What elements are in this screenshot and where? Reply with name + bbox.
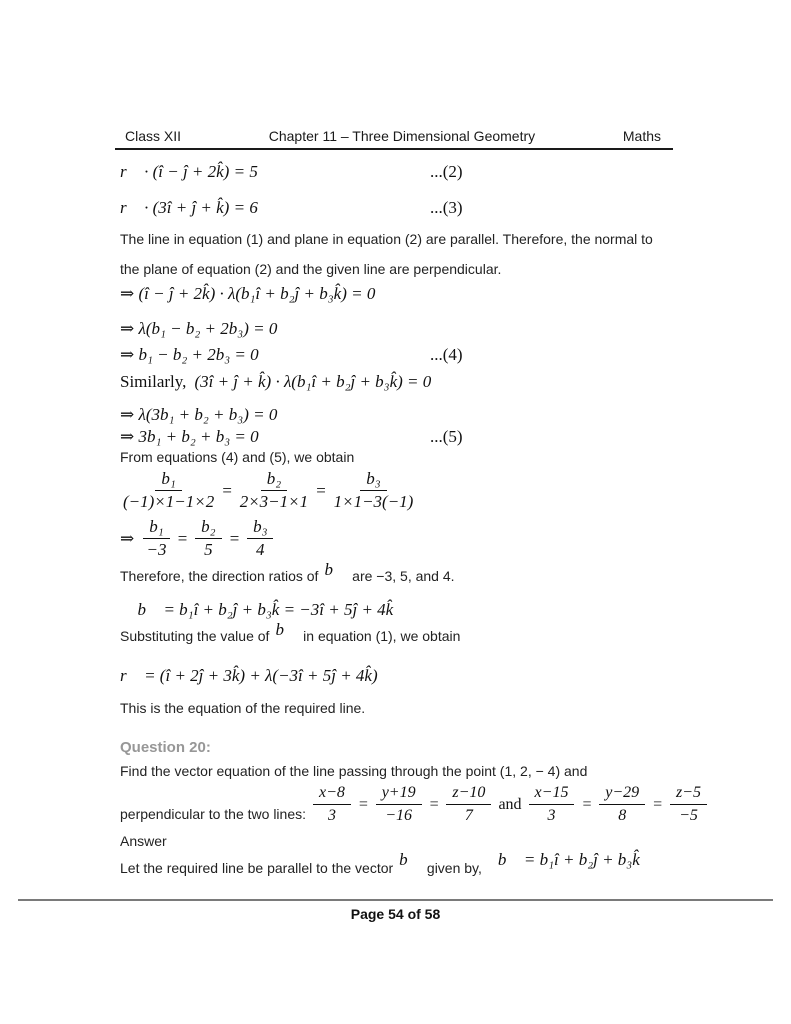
fraction xyxy=(313,784,351,825)
from-equations-text: From equations (4) and (5), we obtain xyxy=(120,449,355,465)
header-class: Class XII xyxy=(125,128,182,144)
fraction-denominator: 1×1−3(−1) xyxy=(333,492,414,511)
fraction xyxy=(123,470,214,511)
fraction xyxy=(247,518,273,559)
fraction-denominator: 3 xyxy=(547,807,556,824)
paragraph-line-2: the plane of equation (2) and the given line are perpendicular. xyxy=(120,261,502,277)
b-vector-symbol: b⃗ xyxy=(399,850,421,869)
fraction xyxy=(195,518,221,559)
and-connector: and xyxy=(498,795,522,813)
fraction-denominator: −16 xyxy=(385,807,413,824)
b-vector-definition: b⃗ = b₁î + b₂ĵ + b₃k̂ xyxy=(497,850,640,869)
question-20-line-equations xyxy=(310,784,710,825)
final-mid: given by, xyxy=(426,860,482,876)
fraction-denominator: (−1)×1−1×2 xyxy=(123,492,215,511)
answer-label: Answer xyxy=(120,833,167,849)
equation-5: ⇒ 3b₁ + b₂ + b₃ = 0 xyxy=(120,427,259,446)
direction-ratios-post: are −3, 5, and 4. xyxy=(352,568,455,584)
substituting-pre: Substituting the value of xyxy=(120,628,270,644)
equation-3: r⃗ · (3î + ĵ + k̂) = 6 xyxy=(120,198,258,217)
fraction-denominator: 7 xyxy=(464,807,473,824)
final-sentence xyxy=(120,850,640,876)
equation-2-row xyxy=(120,156,673,188)
page-header xyxy=(115,128,673,150)
ratio-equation-2 xyxy=(120,518,276,559)
equals-sign: = xyxy=(228,528,241,548)
implies-symbol: ⇒ xyxy=(120,528,135,548)
similarly-row xyxy=(120,366,431,398)
ratio-equation-1 xyxy=(120,470,416,511)
direction-ratios-sentence xyxy=(120,560,455,588)
fraction-numerator: b₃ xyxy=(247,518,273,539)
fraction-denominator: −3 xyxy=(146,540,167,559)
fraction-numerator: y−29 xyxy=(599,784,645,805)
equation-4-tag: ...(4) xyxy=(430,345,463,364)
r-vector-equation-text: r⃗ = (î + 2ĵ + 3k̂) + λ(−3î + 5ĵ + 4k̂) xyxy=(120,666,378,685)
question-20-line1: Find the vector equation of the line passing through the point (1, 2, − 4) and xyxy=(120,763,588,779)
fraction xyxy=(143,518,169,559)
header-subject: Maths xyxy=(622,128,661,144)
dot-product-equation-text: ⇒ (î − ĵ + 2k̂) · λ(b₁î + b₂ĵ + b₃k̂) = 0 xyxy=(120,284,376,303)
fraction-denominator: 5 xyxy=(204,540,213,559)
equals-sign: = xyxy=(652,795,663,813)
equation-3-tag: ...(3) xyxy=(430,198,463,217)
equals-sign: = xyxy=(357,795,369,813)
equals-sign: = xyxy=(581,795,593,813)
fraction xyxy=(670,784,707,825)
fraction xyxy=(240,470,308,511)
fraction xyxy=(599,784,645,825)
fraction-numerator: b₁ xyxy=(143,518,169,539)
fraction-denominator: 3 xyxy=(327,807,336,824)
fraction-numerator: y+19 xyxy=(376,784,422,805)
equals-sign: = xyxy=(315,480,327,500)
fraction-numerator: b₂ xyxy=(195,518,221,539)
b-vector-symbol: b⃗ xyxy=(275,620,298,639)
fraction-denominator: 8 xyxy=(618,807,627,824)
fraction-denominator: 2×3−1×1 xyxy=(239,492,309,511)
fraction-numerator: b₁ xyxy=(155,470,181,491)
b-vector-equation-text: ∴ b⃗ = b₁î + b₂ĵ + b₃k̂ = −3î + 5ĵ + 4k̂ xyxy=(120,600,394,619)
fraction-numerator: b₂ xyxy=(261,470,287,491)
fraction-numerator: x−8 xyxy=(313,784,351,805)
page-number: Page 54 of 58 xyxy=(350,906,441,922)
equation-3-row xyxy=(120,192,673,224)
fraction-numerator: b₃ xyxy=(360,470,386,491)
perpendicular-label: perpendicular to the two lines: xyxy=(120,806,306,822)
equals-sign: = xyxy=(221,480,233,500)
substituting-sentence xyxy=(120,620,461,648)
fraction xyxy=(529,784,575,825)
lambda-equation-text: ⇒ λ(b₁ − b₂ + 2b₃) = 0 xyxy=(120,319,278,338)
similarly-lambda-equation-text: ⇒ λ(3b₁ + b₂ + b₃) = 0 xyxy=(120,405,278,424)
equation-4: ⇒ b₁ − b₂ + 2b₃ = 0 xyxy=(120,345,259,364)
fraction xyxy=(376,784,422,825)
final-pre: Let the required line be parallel to the vector xyxy=(120,860,394,876)
fraction-denominator: −5 xyxy=(679,807,698,824)
direction-ratios-pre: Therefore, the direction ratios of xyxy=(120,568,319,584)
fraction-numerator: z−10 xyxy=(446,784,491,805)
equation-2: r⃗ · (î − ĵ + 2k̂) = 5 xyxy=(120,162,258,181)
similarly-equation: (3î + ĵ + k̂) · λ(b₁î + b₂ĵ + b₃k̂) = 0 xyxy=(194,372,432,391)
equals-sign: = xyxy=(428,795,440,813)
equation-2-tag: ...(2) xyxy=(430,162,463,181)
closing-text: This is the equation of the required line. xyxy=(120,700,366,716)
fraction-denominator: 4 xyxy=(256,540,265,559)
question-20-heading: Question 20: xyxy=(120,739,211,756)
substituting-post: in equation (1), we obtain xyxy=(303,628,461,644)
header-chapter-title: Chapter 11 – Three Dimensional Geometry xyxy=(268,128,536,144)
dot-product-equation xyxy=(120,278,375,310)
equals-sign: = xyxy=(176,528,189,548)
r-vector-equation xyxy=(120,660,378,692)
paragraph-line-1: The line in equation (1) and plane in equation (2) are parallel. Therefore, the normal to xyxy=(120,231,653,247)
similarly-label: Similarly, xyxy=(120,372,187,391)
fraction xyxy=(446,784,491,825)
fraction xyxy=(334,470,414,511)
b-vector-symbol: b⃗ xyxy=(324,560,347,579)
fraction-numerator: x−15 xyxy=(529,784,575,805)
equation-5-tag: ...(5) xyxy=(430,427,463,446)
b-vector-equation xyxy=(120,594,393,626)
fraction-numerator: z−5 xyxy=(670,784,707,805)
footer-divider xyxy=(18,899,773,901)
